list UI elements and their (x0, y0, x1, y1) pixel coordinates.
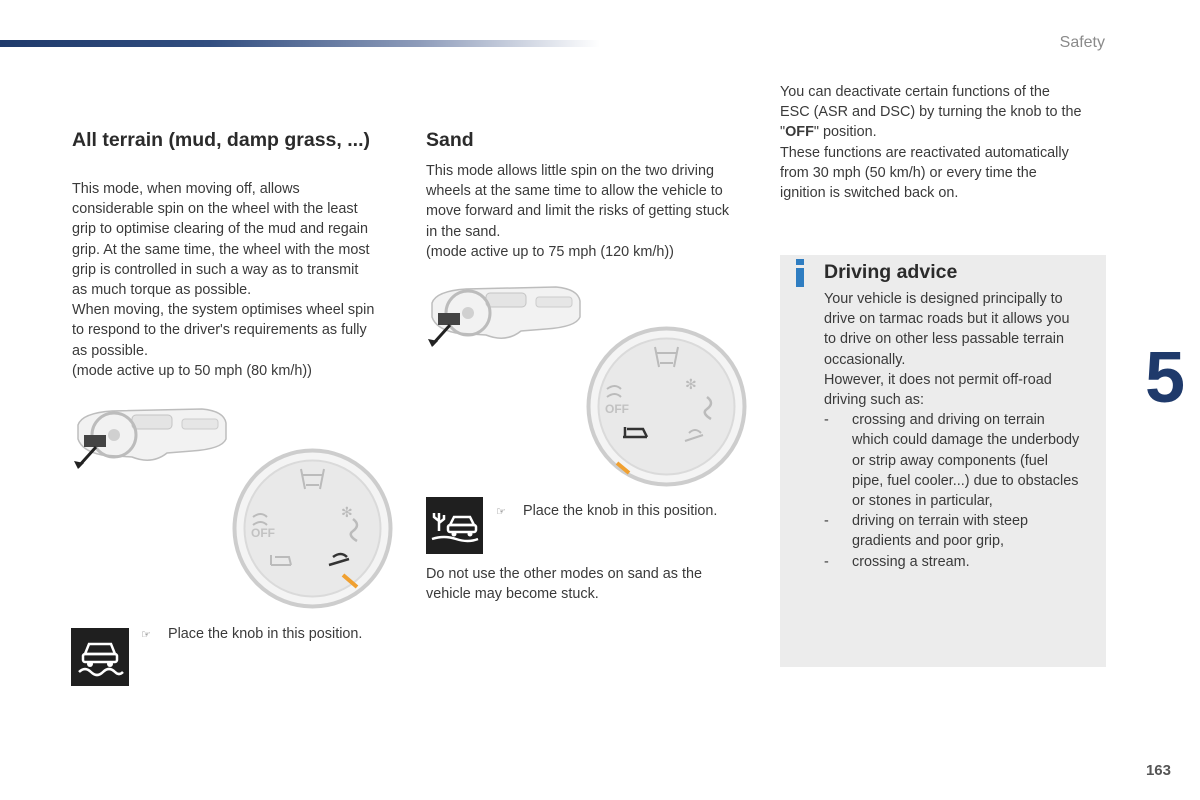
text-line: crossing and driving on terrain (852, 412, 1045, 429)
dash-bullet: - (824, 513, 829, 530)
list-item (824, 511, 1079, 551)
text-line: ignition is switched back on. (780, 185, 959, 202)
header-accent-bar (0, 40, 600, 47)
text-line: grip is controlled in such a way as to transmit (72, 261, 359, 278)
text-line: wheels at the same time to allow the vehicle to (426, 183, 723, 200)
chapter-number-text: 5 (1144, 340, 1186, 416)
text-line: driving on terrain with steep (852, 513, 1028, 530)
text-line: crossing a stream. (852, 553, 970, 570)
text-line: You can deactivate certain functions of the (780, 84, 1050, 100)
text-line: in the sand. (426, 223, 501, 240)
text-line: Your vehicle is designed principally to (824, 291, 1063, 307)
text-line: occasionally. (824, 351, 906, 368)
text-line: drive on tarmac roads but it allows you (824, 311, 1070, 328)
sand-heading: Sand (426, 129, 474, 151)
all-terrain-body (72, 179, 374, 381)
text-line: driving such as: (824, 392, 924, 409)
driving-advice-body (824, 289, 1079, 572)
text-line: or strip away components (fuel (852, 452, 1048, 469)
text-line: (mode active up to 50 mph (80 km/h)) (72, 362, 312, 379)
svg-text:✻: ✻ (685, 377, 697, 393)
svg-text:✻: ✻ (341, 505, 353, 521)
mode-selector-knob (231, 447, 394, 610)
page-number: 163 (1145, 762, 1171, 779)
text-line: pipe, fuel cooler...) due to obstacles (852, 472, 1079, 489)
quote-mark: " (780, 124, 786, 141)
text-line: When moving, the system optimises wheel spin (72, 302, 375, 319)
mode-selector-knob (585, 325, 748, 488)
text-line: grip. At the same time, the wheel with the most (72, 241, 370, 258)
pointer-icon: ☞ (141, 629, 151, 641)
text-line (780, 122, 1082, 142)
off-label: OFF (251, 526, 275, 540)
mud-mode-icon (71, 628, 129, 686)
list-item (824, 552, 1079, 572)
text-line: considerable spin on the wheel with the least (72, 201, 358, 218)
list-item (824, 410, 1079, 511)
text-line: vehicle may become stuck. (426, 586, 599, 603)
text-line: as much torque as possible. (72, 282, 252, 299)
dashboard-illustration (426, 283, 584, 351)
all-terrain-instruction: Place the knob in this position. (168, 626, 363, 642)
text-line: which could damage the underbody (852, 432, 1080, 449)
pointer-icon: ☞ (496, 506, 506, 518)
off-label: OFF (605, 402, 629, 416)
chapter-number (1130, 340, 1200, 416)
sand-note (426, 564, 702, 604)
text-line: This mode, when moving off, allows (72, 181, 300, 197)
text-line: to drive on other less passable terrain (824, 331, 1064, 348)
text-line: ESC (ASR and DSC) by turning the knob to the (780, 104, 1082, 121)
dash-bullet: - (824, 553, 829, 570)
text-line: from 30 mph (50 km/h) or every time the (780, 164, 1037, 181)
text-line: Do not use the other modes on sand as the (426, 566, 703, 582)
text-fragment: " position. (813, 124, 877, 141)
text-line: to respond to the driver's requirements as fully (72, 322, 367, 339)
text-line: (mode active up to 75 mph (120 km/h)) (426, 243, 674, 260)
text-line: grip to optimise clearing of the mud and regain (72, 221, 368, 238)
esc-note (780, 82, 1082, 203)
all-terrain-heading: All terrain (mud, damp grass, ...) (72, 129, 370, 151)
sand-body (426, 161, 729, 262)
text-line: This mode allows little spin on the two driving (426, 163, 714, 179)
dash-bullet: - (824, 412, 829, 429)
text-line: move forward and limit the risks of getting stuck (426, 203, 730, 220)
sand-instruction: Place the knob in this position. (523, 503, 718, 519)
info-icon (793, 259, 807, 287)
text-line: These functions are reactivated automatically (780, 144, 1069, 161)
dashboard-illustration (72, 405, 230, 473)
sand-mode-icon (426, 497, 483, 554)
text-line: gradients and poor grip, (852, 533, 1005, 550)
text-line: as possible. (72, 342, 148, 359)
text-line: or stones in particular, (852, 493, 993, 510)
off-keyword: OFF (785, 124, 814, 141)
section-label: Safety (1059, 34, 1105, 51)
text-line: However, it does not permit off-road (824, 371, 1052, 388)
driving-advice-heading: Driving advice (824, 261, 958, 283)
